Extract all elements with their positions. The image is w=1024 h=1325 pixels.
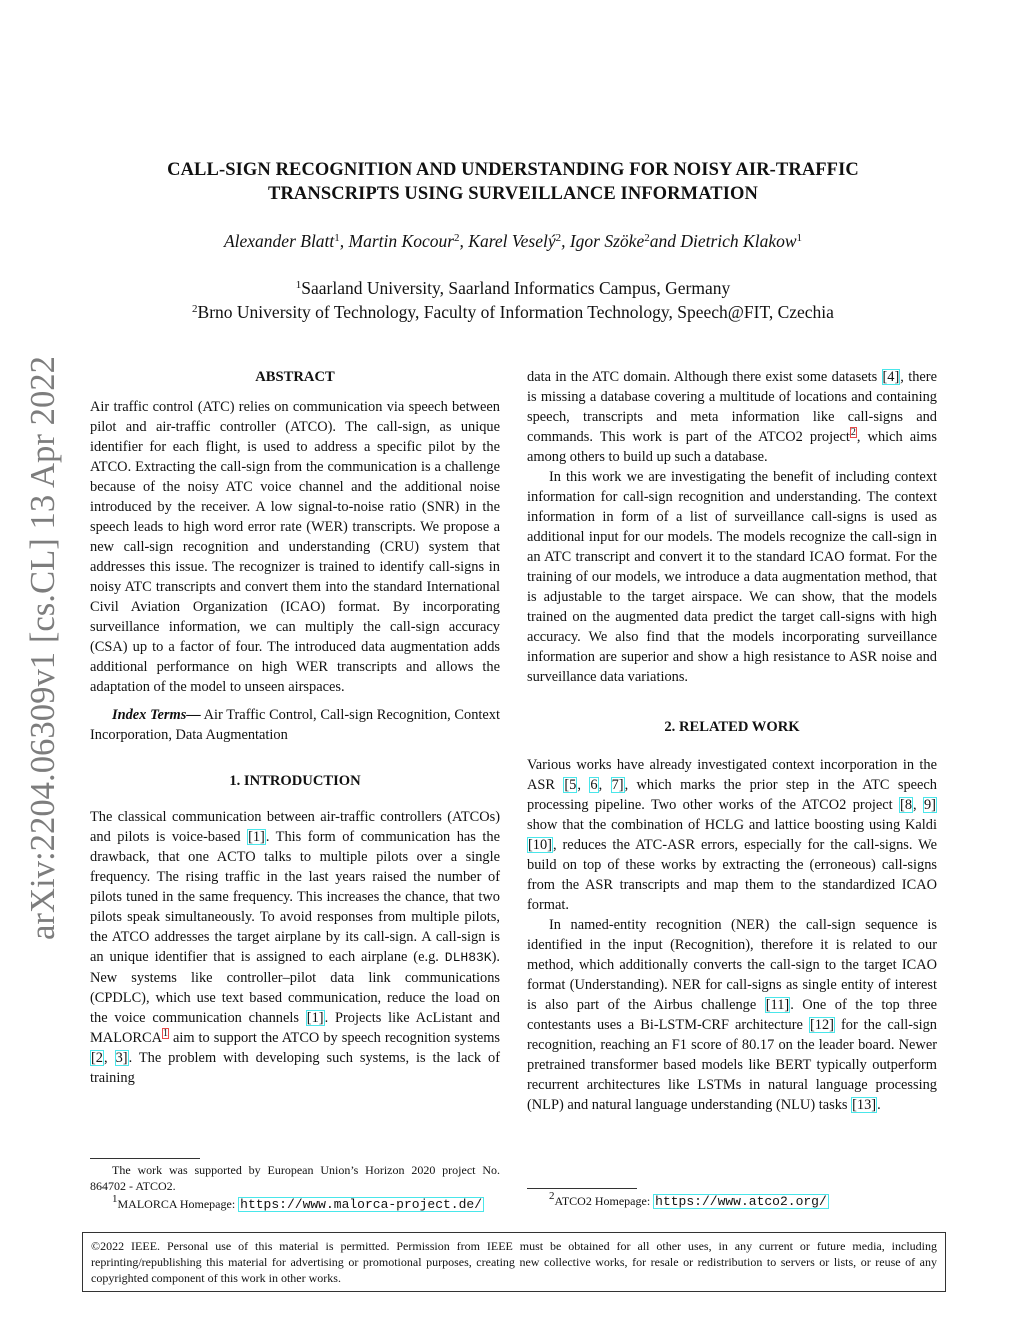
atco2-url-link[interactable]: https://www.atco2.org/ (655, 1194, 827, 1209)
title-line-1: CALL-SIGN RECOGNITION AND UNDERSTANDING FOR NOISY AIR-TRAFFIC (167, 160, 859, 180)
citation-link[interactable]: [13] (852, 1097, 877, 1113)
footnote-divider (527, 1188, 637, 1189)
footnote-link[interactable]: 1 (162, 1028, 168, 1039)
affiliation-2: $^2$Brno University of Technology, Faculty of Information Technology, Speech@FIT, Czechia (192, 302, 834, 322)
citation-link[interactable]: [11] (765, 997, 790, 1013)
citation-link[interactable]: [1] (306, 1010, 324, 1026)
abstract-text: Air traffic control (ATC) relies on communication via speech between pilot and air-traffic controller (ATCO). The call-sign, as unique identifier for each flight, is used to address a specific pilot by the ATCO. Extracting the call-sign from the communication is a challenge because of the noisy ATC voice channel and the additional noise introduced by the receiver. A low signal-to-noise ratio (SNR) in the speech leads to high word error rate (WER) transcripts. We propose a new call-sign recognition and understanding (CRU) system that addresses this issue. The recognizer is trained to identify call-signs in noisy ATC transcripts and convert them into the standard International Civil Aviation Organization (ICAO) format. By incorporating surveillance information, we can multiply the call-sign accuracy (CSA) up to a factor of four. The introduced data augmentation adds additional performance on high WER transcripts and allows the adaptation of the model to unseen airspaces. (90, 399, 500, 695)
citation-link[interactable]: 7] (611, 777, 624, 793)
introduction-heading: 1. INTRODUCTION (229, 773, 361, 789)
author-name: Igor Szöke (569, 231, 645, 251)
citation-link[interactable]: 3] (115, 1050, 128, 1066)
intro-continued-paragraph: data in the ATC domain. Although there exist some datasets [4], there is missing a database covering a multitude of locations and containing speech, transcripts and meta information like call-signs and commands. This work is part of the ATCO2 project$^2$, which aims among others to build up such a database. (527, 369, 937, 465)
affiliations (100, 276, 926, 324)
introduction-paragraph: The classical communication between air-traffic controllers (ATCOs) and pilots is voice-based [1]. This form of communication has the drawback, that one ACTO talks to multiple pilots over a single frequency. The rising traffic in the last years raised the number of pilots tuned in the same frequency. This increases the chance, that two pilots speak simultaneously. To avoid responses from multiple pilots, the ATCO addresses the target airplane by its call-sign. A call-sign is an unique identifier that is assigned to each airplane (e.g. DLH83K). New systems like controller–pilot data link communications (CPDLC), which use text based communication, reduce the load on the voice communication channels [1]. Projects like AcListant and MALORCA$^1$ aim to support the ATCO by speech recognition systems [2, 3]. The problem with developing such systems, is the lack of training (90, 809, 500, 1086)
citation-link[interactable]: [12] (809, 1017, 834, 1033)
left-column (90, 367, 500, 1088)
footnotes-left (90, 1162, 500, 1213)
footnote-1: $^1$MALORCA Homepage: https://www.malorca-project.de/ (112, 1193, 482, 1212)
paper-title (100, 158, 926, 206)
index-terms: Index Terms— Air Traffic Control, Call-sign Recognition, Context Incorporation, Data Augmentation (90, 707, 500, 743)
citation-link[interactable]: [5 (564, 777, 577, 793)
citation-link[interactable]: [10] (528, 837, 552, 853)
citation-link[interactable]: [4] (882, 369, 900, 385)
citation-link[interactable]: [2 (91, 1050, 103, 1066)
related-work-heading: 2. RELATED WORK (664, 719, 800, 735)
related-work-paragraph-1: Various works have already investigated context incorporation in the ASR [5, 6, 7], which marks the prior step in the ATC speech processing pipeline. Two other works of the ATCO2 project [8, 9] show that the combination of HCLG and lattice boosting using Kaldi [10], reduces the ATC-ASR errors, especially for the call-signs. We build on top of these works by extracting the (erroneous) call-signs from the ASR transcripts and map them to the standardized ICAO format. (527, 757, 937, 913)
intro-paragraph-2: In this work we are investigating the benefit of including context information for call-sign recognition and understanding. The context information in form of a list of surveillance call-signs is used as additional input for our models. The models recognize the call-sign in an ATC transcript and convert it to the standard ICAO format. For the training of our models, we introduce a data augmentation method, that is adjustable to the target airspace. We can show, that the models trained on the augmented data predict the target call-signs with high accuracy. We also find that the models incorporating surveillance information are superior and show a high resistance to ASR noise and surveillance data variations. (527, 469, 937, 685)
citation-link[interactable]: 6 (590, 777, 598, 793)
malorca-url-link[interactable]: https://www.malorca-project.de/ (240, 1197, 482, 1212)
arxiv-id: arXiv:2204.06309v1 [cs.CL] 13 Apr 2022 (23, 352, 62, 940)
citation-link[interactable]: [1] (248, 829, 265, 845)
author-name: Karel Veselý (468, 231, 556, 251)
footnote-divider (90, 1158, 200, 1159)
affiliation-1: $^1$Saarland University, Saarland Informatics Campus, Germany (295, 278, 731, 298)
author-name: Alexander Blatt (223, 231, 335, 251)
footnote-link[interactable]: 2 (850, 427, 856, 438)
author-name: Martin Kocour (348, 231, 455, 251)
right-column (527, 367, 937, 1115)
abstract-heading: ABSTRACT (255, 369, 335, 385)
citation-link[interactable]: [8 (900, 797, 913, 813)
arxiv-stamp (4, 352, 68, 942)
funding-footnote: The work was supported by European Union’s Horizon 2020 project No. 864702 - ATCO2. (90, 1163, 500, 1193)
title-line-2: TRANSCRIPTS USING SURVEILLANCE INFORMATION (268, 184, 758, 204)
citation-link[interactable]: 9] (923, 797, 936, 813)
related-work-paragraph-2: In named-entity recognition (NER) the call-sign sequence is identified in the input (Recognition), therefore it is related to our method, which additionally converts the call-sign to the target ICAO format (Understanding). NER for call-signs as single entity of interest is also part of the Airbus challenge [11]. One of the top three contestants uses a Bi-LSTM-CRF architecture [12] for the call-sign recognition, reaching an F1 score of 80.17 on the leader board. Newer pretrained transformer based models like BERT typically outperform recurrent architectures like LSTMs in natural language processing (NLP) and natural language understanding (NLU) tasks [13]. (527, 917, 937, 1113)
copyright-notice: ©2022 IEEE. Personal use of this material is permitted. Permission from IEEE must be obtained for all other uses, in any current or future media, including reprinting/republishing this material for advertising or promotional purposes, creating new collective works, for resale or redistribution to servers or lists, or reuse of any copyrighted component of this work in other works. (82, 1232, 946, 1292)
callsign-example: DLH83K (444, 950, 492, 965)
author-name: Dietrich Klakow (680, 231, 797, 251)
footnote-2: $^2$ATCO2 Homepage: https://www.atco2.org/ (549, 1190, 827, 1209)
footnotes-right (527, 1190, 937, 1210)
author-list: Alexander Blatt$^1$, Martin Kocour$^2$, Karel Veselý$^2$, Igor Szöke$^2$and Dietrich Klakow$^1$ (223, 231, 803, 251)
